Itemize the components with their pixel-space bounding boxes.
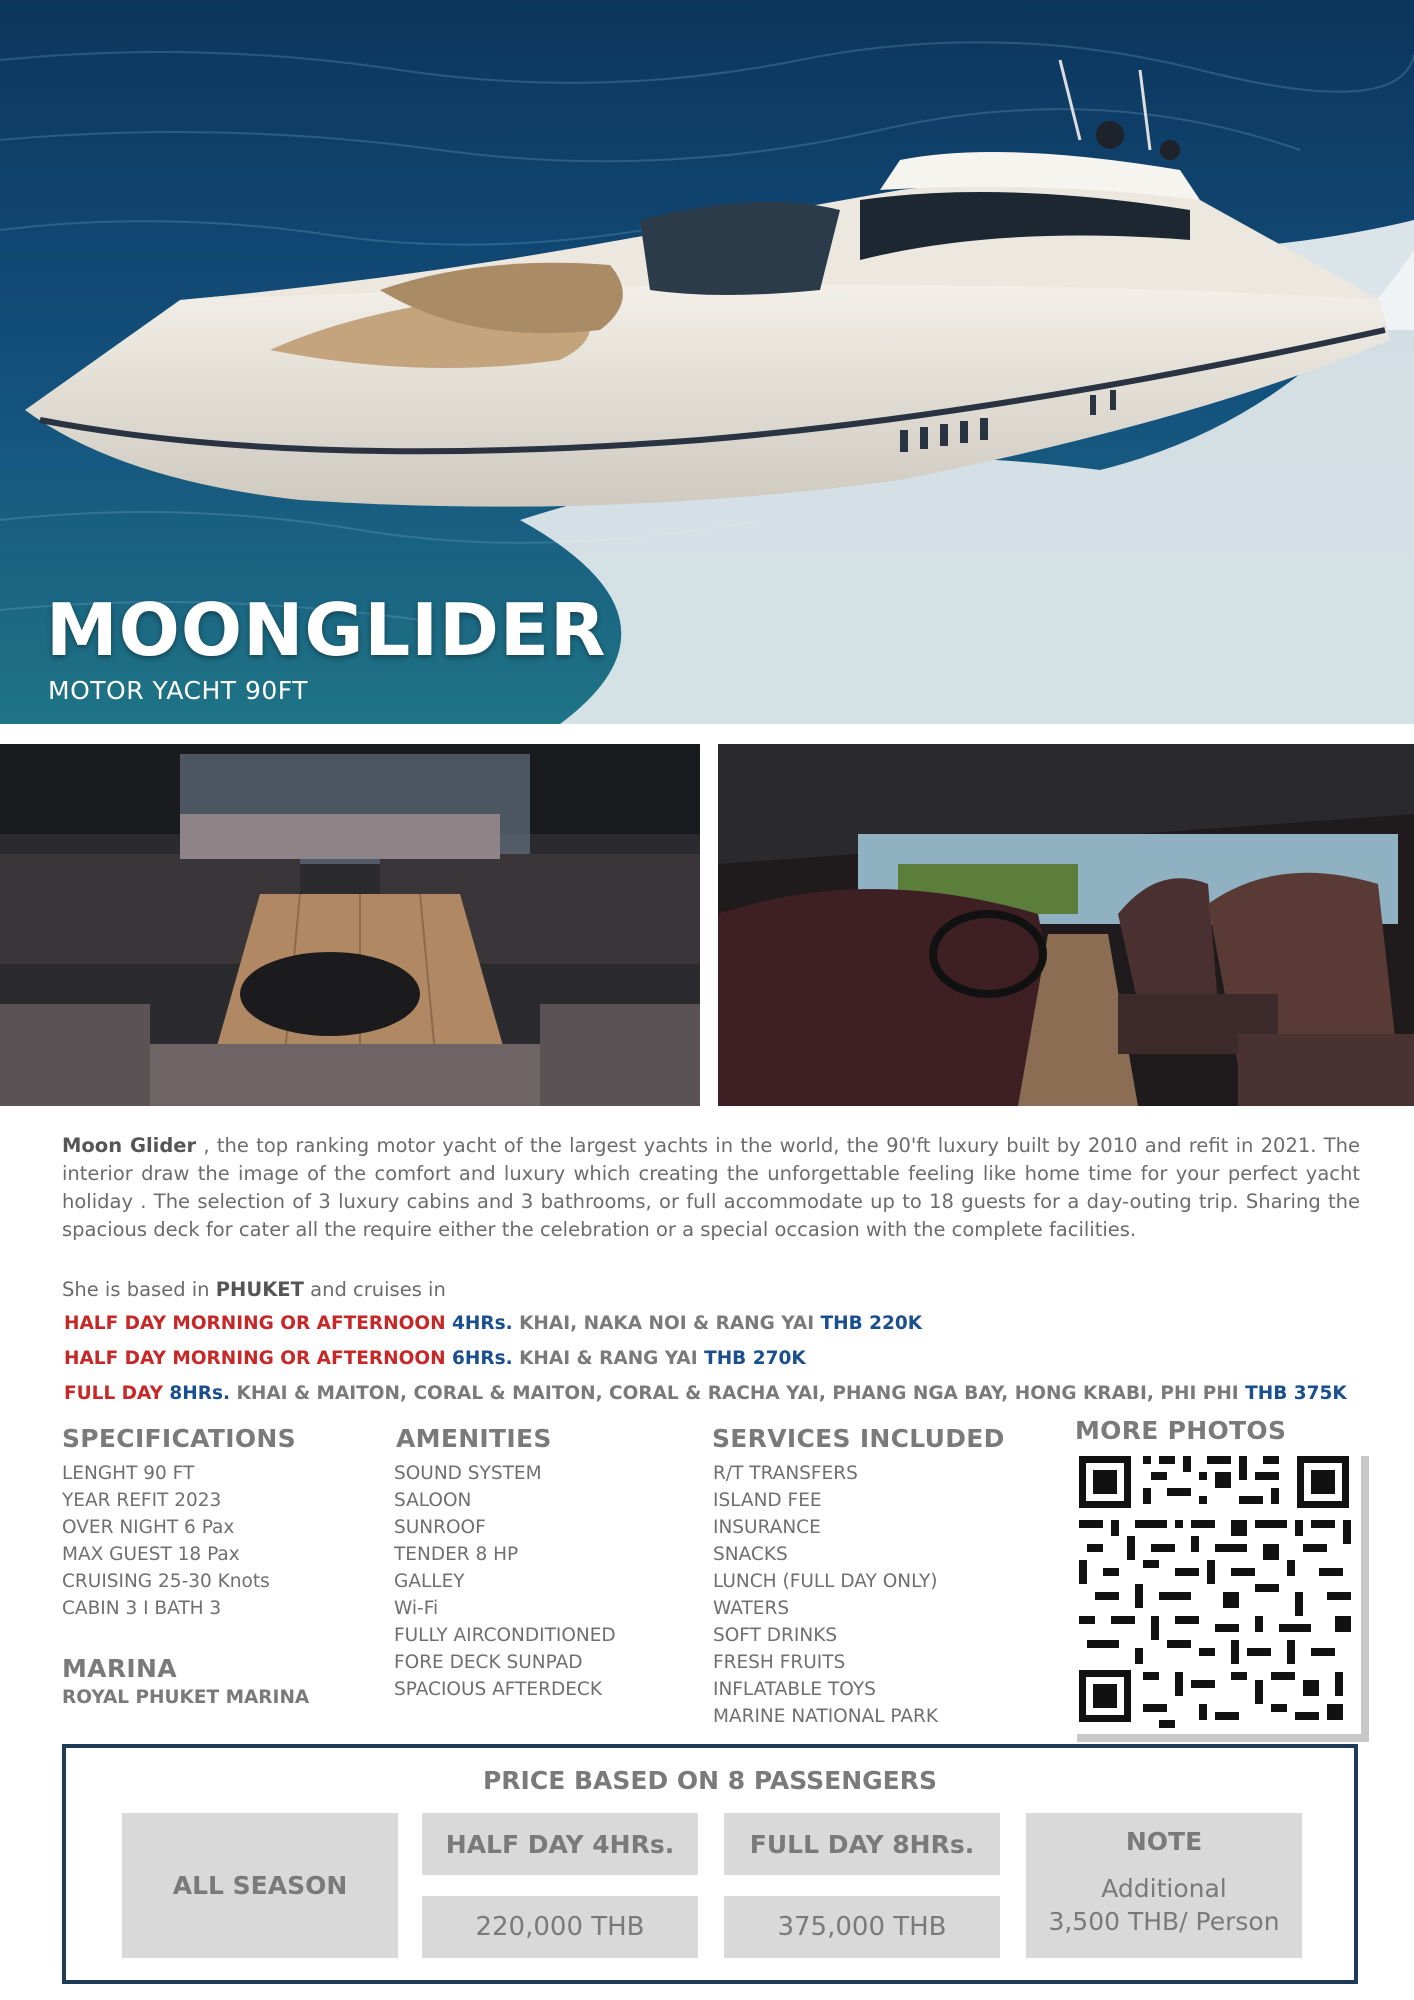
route-line xyxy=(64,1383,1347,1404)
service-item: INSURANCE xyxy=(713,1517,821,1538)
amenity-item: FULLY AIRCONDITIONED xyxy=(394,1625,616,1646)
service-item: MARINE NATIONAL PARK xyxy=(713,1706,939,1727)
service-item: SOFT DRINKS xyxy=(713,1625,838,1646)
based-prefix: She is based in xyxy=(62,1278,216,1301)
route-price: THB 270K xyxy=(704,1348,806,1369)
route-places: KHAI, NAKA NOI & RANG YAI xyxy=(512,1313,821,1334)
services-list xyxy=(713,1460,938,1730)
spec-item: LENGHT 90 FT xyxy=(62,1463,195,1484)
specifications-list xyxy=(62,1460,270,1622)
route-label: FULL DAY xyxy=(64,1383,163,1404)
service-item: LUNCH (FULL DAY ONLY) xyxy=(713,1571,938,1592)
service-item: ISLAND FEE xyxy=(713,1490,822,1511)
note-line-1: Additional xyxy=(1101,1874,1227,1903)
more-photos-heading: MORE PHOTOS xyxy=(1075,1416,1287,1445)
route-label: HALF DAY MORNING OR AFTERNOON xyxy=(64,1313,446,1334)
route-hours: 6HRs. xyxy=(445,1348,513,1369)
route-label: HALF DAY MORNING OR AFTERNOON xyxy=(64,1348,446,1369)
amenity-item: SUNROOF xyxy=(394,1517,486,1538)
note-line-2: 3,500 THB/ Person xyxy=(1048,1907,1280,1936)
interior-saloon-photo xyxy=(0,744,700,1106)
amenities-heading: AMENITIES xyxy=(396,1424,552,1453)
service-item: INFLATABLE TOYS xyxy=(713,1679,876,1700)
specifications-heading: SPECIFICATIONS xyxy=(62,1424,296,1453)
service-item: FRESH FRUITS xyxy=(713,1652,846,1673)
spec-item: MAX GUEST 18 Pax xyxy=(62,1544,240,1565)
based-location: PHUKET xyxy=(215,1278,304,1301)
route-line xyxy=(64,1348,806,1369)
amenity-item: SPACIOUS AFTERDECK xyxy=(394,1679,602,1700)
yacht-description xyxy=(62,1132,1360,1244)
services-heading: SERVICES INCLUDED xyxy=(712,1424,1005,1453)
amenity-item: Wi-Fi xyxy=(394,1598,439,1619)
spec-item: CABIN 3 I BATH 3 xyxy=(62,1598,222,1619)
note-label: NOTE xyxy=(1125,1827,1203,1856)
service-item: R/T TRANSFERS xyxy=(713,1463,858,1484)
amenity-item: SALOON xyxy=(394,1490,472,1511)
season-cell: ALL SEASON xyxy=(122,1813,398,1958)
yacht-name-title: MOONGLIDER xyxy=(46,588,607,672)
half-day-header: HALF DAY 4HRs. xyxy=(422,1813,698,1875)
hero-image xyxy=(0,0,1414,724)
marina-heading: MARINA xyxy=(62,1654,177,1683)
route-line xyxy=(64,1313,922,1334)
amenity-item: SOUND SYSTEM xyxy=(394,1463,542,1484)
description-yacht-name: Moon Glider xyxy=(62,1134,197,1157)
spec-item: OVER NIGHT 6 Pax xyxy=(62,1517,235,1538)
full-day-header: FULL DAY 8HRs. xyxy=(724,1813,1000,1875)
route-places: KHAI & RANG YAI xyxy=(512,1348,705,1369)
helm-station-photo xyxy=(718,744,1414,1106)
amenity-item: TENDER 8 HP xyxy=(394,1544,519,1565)
based-suffix: and cruises in xyxy=(303,1278,446,1301)
amenity-item: GALLEY xyxy=(394,1571,465,1592)
amenities-list xyxy=(394,1460,616,1703)
price-table-title: PRICE BASED ON 8 PASSENGERS xyxy=(482,1766,938,1795)
full-day-price: 375,000 THB xyxy=(724,1896,1000,1958)
price-table xyxy=(62,1744,1358,1984)
amenity-item: FORE DECK SUNPAD xyxy=(394,1652,583,1673)
service-item: SNACKS xyxy=(713,1544,788,1565)
half-day-price: 220,000 THB xyxy=(422,1896,698,1958)
home-port-line xyxy=(62,1278,446,1301)
yacht-type-subtitle: MOTOR YACHT 90FT xyxy=(48,676,309,705)
route-places: KHAI & MAITON, CORAL & MAITON, CORAL & RACHA YAI, PHANG NGA BAY, HONG KRABI, PHI PHI xyxy=(230,1383,1246,1404)
spec-item: YEAR REFIT 2023 xyxy=(62,1490,222,1511)
note-cell xyxy=(1026,1813,1302,1958)
route-hours: 8HRs. xyxy=(162,1383,231,1404)
marina-name: ROYAL PHUKET MARINA xyxy=(62,1687,310,1708)
route-price: THB 220K xyxy=(820,1313,923,1334)
route-price: THB 375K xyxy=(1245,1383,1347,1404)
service-item: WATERS xyxy=(713,1598,790,1619)
route-hours: 4HRs. xyxy=(445,1313,513,1334)
description-text: , the top ranking motor yacht of the largest yachts in the world, the 90'ft luxury built by 2010 and refit in 2021. The interior draw the image of the comfort and luxury which creating the unforgettable feeling like home time for your perfect yacht holiday . The selection of 3 luxury cabins and 3 bathrooms, or full accommodate up to 18 guests for a day-outing trip. Sharing the spacious deck for cater all the require either the celebration or a special occasion with the complete facilities. xyxy=(62,1134,1360,1241)
qr-code[interactable] xyxy=(1069,1448,1361,1734)
spec-item: CRUISING 25-30 Knots xyxy=(62,1571,270,1592)
